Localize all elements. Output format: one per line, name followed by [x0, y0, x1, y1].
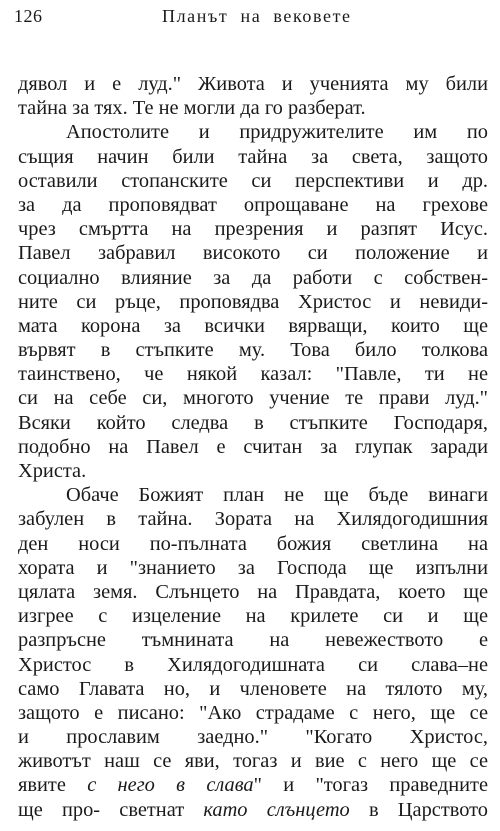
- text-run: " и "тогаз праведните: [253, 774, 488, 797]
- italic-phrase: като слънцето: [203, 798, 350, 821]
- text-line: и прославим заедно." "Когато Христос,: [18, 726, 488, 749]
- text-line: тайна за тях. Те не могли да го разберат.: [18, 97, 366, 120]
- text-line: ните си ръце, проповядва Христос и невиди-: [18, 290, 488, 313]
- text-line: мата корона за всички вярващи, които ще: [18, 314, 488, 337]
- page-number: 126: [14, 6, 43, 26]
- text-line: за да проповядват опрощаване на грехове: [18, 193, 488, 216]
- text-line: таинствено, че някой казал: "Павле, ти не: [18, 363, 488, 386]
- text-run: ще про- светнат: [18, 798, 204, 821]
- text-line: само Главата но, и членовете на тялото му,: [18, 677, 488, 700]
- text-line: Обаче Божият план не ще бъде винаги: [66, 484, 488, 507]
- body-text: [18, 72, 488, 822]
- text-line: ден носи по-пълната божия светлина на: [18, 532, 488, 555]
- text-line: подобно на Павел е считан за глупак заради: [18, 435, 488, 458]
- text-line: хората и "знанието за Господа ще изпълни: [18, 556, 488, 579]
- text-line: Павел забравил високото си положение и: [18, 242, 488, 265]
- text-line: оставили стопанските си перспективи и др.: [18, 169, 488, 192]
- text-run: в Царството: [349, 798, 488, 821]
- page-header: [14, 6, 480, 32]
- text-line: чрез смъртта на презрения и разпят Исус.: [18, 218, 488, 241]
- text-line: разпръсне тъмнината на невежеството е: [18, 629, 488, 652]
- text-line: си на себе си, многото учение те прави луд.": [18, 387, 488, 410]
- running-title: Планът на вековете: [162, 6, 352, 26]
- text-line: Христа.: [18, 460, 87, 482]
- text-line: животът наш се яви, тогаз и вие с него ще се: [18, 750, 488, 773]
- text-line: цялата земя. Слънцето на Правдата, което ще: [18, 580, 488, 603]
- text-line: същия начин били тайна за света, защото: [18, 145, 488, 168]
- text-run: явите: [18, 774, 88, 797]
- text-line: Христос в Хилядогодишната си слава–не: [18, 653, 488, 676]
- text-line: забулен в тайна. Зората на Хилядогодишния: [18, 508, 488, 531]
- text-line: [18, 798, 488, 822]
- text-line: социално влияние за да работи с собствен-: [18, 266, 488, 289]
- text-line: Апостолите и придружителите им по: [66, 121, 488, 144]
- text-line: защото е писано: "Ако страдаме с него, ще се: [18, 701, 488, 724]
- text-line: вървят в стъпките му. Това било толкова: [18, 339, 488, 362]
- text-line: [18, 773, 488, 797]
- text-line: Всяки който следва в стъпките Господаря,: [18, 411, 488, 434]
- text-line: изгрее с изцеление на крилете си и ще: [18, 605, 488, 628]
- text-line: дявол и е луд." Живота и ученията му били: [18, 73, 488, 95]
- italic-phrase: с него в слава: [87, 774, 254, 797]
